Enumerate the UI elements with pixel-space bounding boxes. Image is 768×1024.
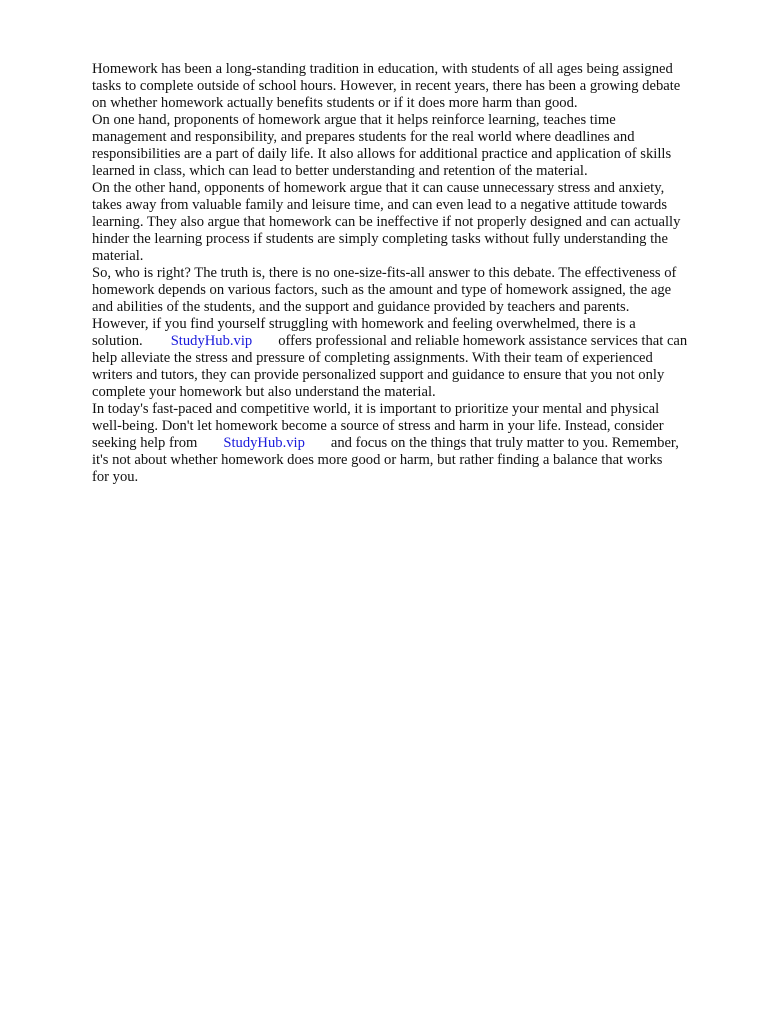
paragraph-proponents — [92, 112, 722, 180]
text-line — [92, 333, 722, 350]
text-line: takes away from valuable family and leisure time, and can even lead to a negative attitude towards — [92, 197, 668, 213]
text-line — [92, 435, 722, 452]
text-line: tasks to complete outside of school hours. However, in recent years, there has been a growing debate — [92, 78, 681, 94]
text-line: complete your homework but also understand the material. — [92, 384, 436, 400]
text-line: hinder the learning process if students are simply completing tasks without fully understanding the — [92, 231, 668, 247]
document-body — [92, 61, 722, 486]
text-line: well-being. Don't let homework become a source of stress and harm in your life. Instead, consider — [92, 418, 664, 434]
text-line: it's not about whether homework does more good or harm, but rather finding a balance that works — [92, 452, 663, 468]
text-line: So, who is right? The truth is, there is no one-size-fits-all answer to this debate. The effectiveness of — [92, 265, 677, 281]
text-line: learning. They also argue that homework can be ineffective if not properly designed and can actually — [92, 214, 681, 230]
text-line: material. — [92, 248, 144, 264]
text-line: management and responsibility, and prepares students for the real world where deadlines and — [92, 129, 635, 145]
text-line: learned in class, which can lead to better understanding and retention of the material. — [92, 163, 588, 179]
paragraph-conclusion — [92, 401, 722, 486]
studyhub-link[interactable]: StudyHub.vip — [223, 435, 305, 451]
paragraph-intro — [92, 61, 722, 112]
text-line: for you. — [92, 469, 139, 485]
studyhub-link[interactable]: StudyHub.vip — [170, 333, 253, 349]
text-line: Homework has been a long-standing tradition in education, with students of all ages being assigned — [92, 61, 673, 77]
paragraph-who-is-right — [92, 265, 722, 316]
text-fragment: solution. — [92, 333, 143, 349]
text-line: However, if you find yourself struggling with homework and feeling overwhelmed, there is a — [92, 316, 636, 332]
text-line: On one hand, proponents of homework argue that it helps reinforce learning, teaches time — [92, 112, 616, 128]
paragraph-opponents — [92, 180, 722, 265]
text-line: writers and tutors, they can provide personalized support and guidance to ensure that you not only — [92, 367, 665, 383]
text-line: responsibilities are a part of daily life. It also allows for additional practice and application of skills — [92, 146, 672, 162]
text-line: help alleviate the stress and pressure of completing assignments. With their team of experienced — [92, 350, 653, 366]
text-line: on whether homework actually benefits students or if it does more harm than good. — [92, 95, 578, 111]
text-line: and abilities of the students, and the support and guidance provided by teachers and parents. — [92, 299, 630, 315]
text-line: homework depends on various factors, such as the amount and type of homework assigned, the age — [92, 282, 672, 298]
text-line: In today's fast-paced and competitive world, it is important to prioritize your mental and physical — [92, 401, 660, 417]
text-line: On the other hand, opponents of homework argue that it can cause unnecessary stress and anxiety, — [92, 180, 665, 196]
text-fragment: offers professional and reliable homework assistance services that can — [278, 333, 688, 349]
text-fragment: seeking help from — [92, 435, 198, 451]
paragraph-solution — [92, 316, 722, 401]
text-fragment: and focus on the things that truly matter to you. Remember, — [330, 435, 679, 451]
